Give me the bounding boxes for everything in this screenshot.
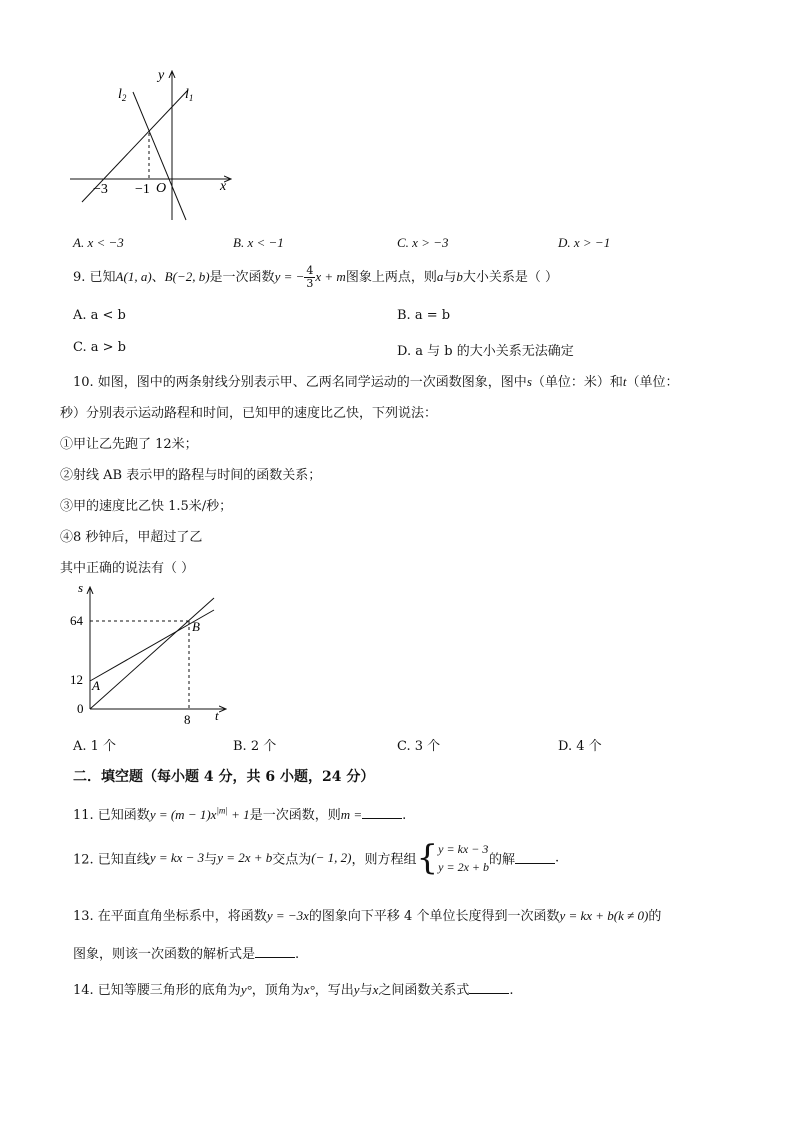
q10-option-b[interactable]: B. 2 个 (233, 739, 277, 754)
q9-option-c[interactable]: C. a > b (73, 340, 126, 355)
tick-0: 0 (77, 701, 84, 716)
l2-label: $l_2$ (118, 87, 127, 103)
y-axis-label: y (158, 68, 165, 83)
q14: 14. 已知等腰三角形的底角为y°，顶角为x°，写出y与x之间函数关系式 . (73, 982, 514, 998)
graph-distance-time (60, 578, 240, 728)
q10-stem-line2: 秒）分别表示运动路程和时间，已知甲的速度比乙快，下列说法： (60, 406, 438, 421)
tick-neg1: −1 (135, 182, 150, 197)
q10-stem-line1: 10. 如图，图中的两条射线分别表示甲、乙两名同学运动的一次函数图象，图中s（单位：米）和t（单位： (73, 374, 679, 390)
q12-answer-blank[interactable] (515, 852, 555, 864)
q11: 11. 已知函数$y = (m - 1)x^{|m|} + 1$是一次函数，则m = . (73, 805, 407, 823)
q8-option-a[interactable]: A. x < −3 (73, 235, 124, 250)
q10-question: 其中正确的说法有（ ） (60, 561, 195, 576)
q9-option-d[interactable]: D. a 与 b 的大小关系无法确定 (397, 344, 574, 359)
q10-option-a[interactable]: A. 1 个 (73, 739, 117, 754)
x-axis-label: x (220, 179, 227, 194)
s-axis-label: s (78, 580, 84, 595)
q8-option-c[interactable]: C. x > −3 (397, 235, 449, 250)
q10-option-d[interactable]: D. 4 个 (558, 739, 602, 754)
q9-option-a[interactable]: A. a < b (73, 308, 126, 323)
q10-statement-2: ②射线 AB 表示甲的路程与时间的函数关系； (60, 468, 322, 483)
tick-64: 64 (70, 613, 83, 628)
fraction-4-3: $\frac{4}{3}$ (306, 264, 314, 290)
q14-answer-blank[interactable] (469, 982, 509, 994)
label-a: A (92, 678, 100, 693)
q11-answer-blank[interactable] (362, 807, 402, 819)
tick-neg3: −3 (93, 182, 108, 197)
t-axis-label: t (215, 708, 219, 723)
ray-from-origin (90, 598, 214, 709)
q10-statement-1: ①甲让乙先跑了 12米； (60, 437, 198, 452)
l1-label: $l_1$ (185, 87, 194, 103)
equation-system: y = kx − 3 y = 2x + b (438, 842, 489, 874)
q13-line1: 13. 在平面直角坐标系中，将函数y = −3x的图象向下平移 4 个单位长度得到一次函数y = kx + b(k ≠ 0)的 (73, 908, 662, 924)
q10-option-c[interactable]: C. 3 个 (397, 739, 441, 754)
q10-statement-3: ③甲的速度比乙快 1.5米/秒； (60, 499, 233, 514)
q9-option-b[interactable]: B. a = b (397, 308, 451, 323)
q13-answer-blank[interactable] (255, 946, 295, 958)
q12: 12. 已知直线y = kx − 3与y = 2x + b交点为(− 1, 2)，则方程组{ y = kx − 3 y = 2x + b 的解 . (73, 838, 560, 878)
label-b: B (192, 619, 200, 634)
q8-option-b[interactable]: B. x < −1 (233, 235, 284, 250)
section-title-fill-in: 二．填空题（每小题 4 分，共 6 小题，24 分） (73, 769, 375, 785)
q13-line2: 图象，则该一次函数的解析式是 . (73, 947, 300, 962)
graph-lines-l1-l2 (60, 62, 240, 227)
q9-stem: 9. 已知A(1, a)、B(−2, b)是一次函数y = − $\frac{4}{3}$ x + m图象上两点，则a与b大小关系是（ ） (73, 264, 558, 290)
q8-option-d[interactable]: D. x > −1 (558, 235, 611, 250)
tick-8: 8 (184, 712, 191, 727)
origin-label: O (156, 181, 167, 196)
q10-statement-4: ④8 秒钟后，甲超过了乙 (60, 530, 203, 545)
line-l2 (133, 92, 186, 220)
tick-12: 12 (70, 672, 83, 687)
